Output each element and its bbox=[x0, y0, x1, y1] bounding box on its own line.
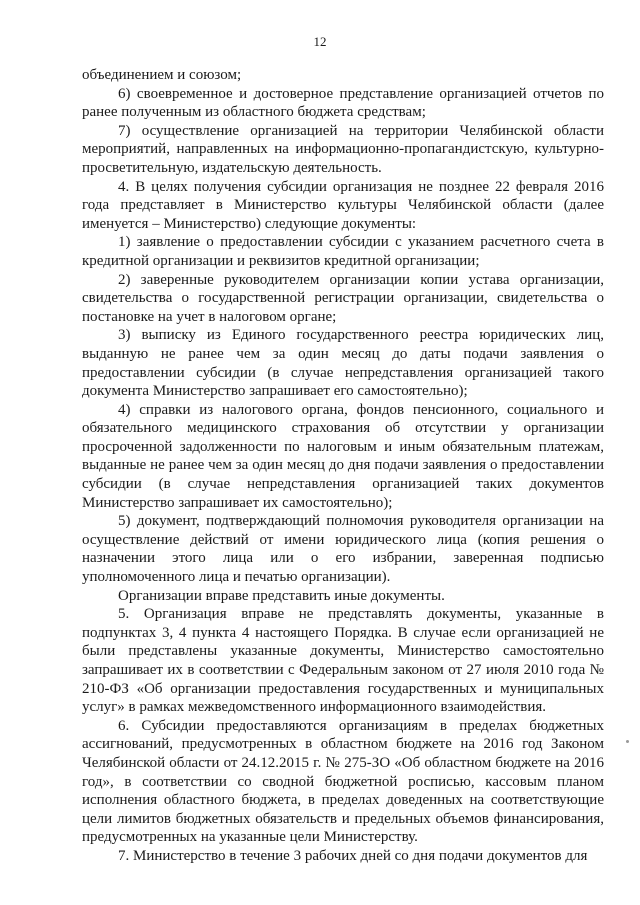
paragraph: 5. Организация вправе не представлять документы, указанные в подпунктах 3, 4 пункта 4 настоящего Порядка. В случае если организацией не были представлены указанные документы, Министерство самостоятельно запрашивает их в соответствии с Федеральным законом от 27 июля 2010 года № 210-ФЗ «Об организации предоставления государственных и муниципальных услуг» в рамках межведомственного информационного взаимодействия. bbox=[82, 606, 604, 716]
paragraph: 1) заявление о предоставлении субсидии с указанием расчетного счета в кредитной организации и реквизитов кредитной организации; bbox=[82, 234, 604, 269]
document-body bbox=[82, 66, 604, 866]
paragraph: 2) заверенные руководителем организации копии устава организации, свидетельства о государственной регистрации организации, свидетельства о постановке на учет в налоговом органе; bbox=[82, 271, 604, 325]
paragraph: объединением и союзом; bbox=[82, 67, 242, 83]
paragraph: 7) осуществление организацией на территории Челябинской области мероприятий, направленных на информационно-пропагандистскую, культурно-просветительную, издательскую деятельность. bbox=[82, 122, 604, 176]
page-number: 12 bbox=[313, 34, 327, 49]
paragraph: 3) выписку из Единого государственного реестра юридических лиц, выданную не ранее чем за один месяц до даты подачи заявления о предоставлении субсидии (в случае непредставления организацией такого документа Министерство запрашивает его самостоятельно); bbox=[82, 327, 604, 400]
scan-speck bbox=[626, 740, 629, 743]
paragraph: 7. Министерство в течение 3 рабочих дней со дня подачи документов для bbox=[118, 847, 588, 864]
paragraph: 4) справки из налогового органа, фондов пенсионного, социального и обязательного медицинского страхования об отсутствии у организации просроченной задолженности по налоговым и иным обязательным платежам, выданные не ранее чем за один месяц до дня подачи заявления о предоставлении субсидии (в случае непредставления организацией таких документов Министерство запрашивает их самостоятельно); bbox=[82, 401, 604, 511]
paragraph: 4. В целях получения субсидии организация не позднее 22 февраля 2016 года представляет в Министерство культуры Челябинской области (далее именуется – Министерство) следующие документы: bbox=[82, 178, 604, 232]
paragraph: 6. Субсидии предоставляются организациям в пределах бюджетных ассигнований, предусмотренных в областном бюджете на 2016 год Законом Челябинской области от 24.12.2015 г. № 275-ЗО «Об областном бюджете на 2016 год», в соответствии со сводной бюджетной росписью, кассовым планом исполнения областного бюджета, в пределах доведенных на соответствующие цели лимитов бюджетных обязательств и предельных объемов финансирования, предусмотренных на указанные цели Министерству. bbox=[82, 717, 604, 846]
paragraph: 5) документ, подтверждающий полномочия руководителя организации на осуществление действий от имени юридического лица (копия решения о назначении этого лица или о его избрании, заверенная подписью уполномоченного лица и печатью организации). bbox=[82, 513, 604, 586]
paragraph: Организации вправе представить иные документы. bbox=[118, 587, 445, 604]
paragraph: 6) своевременное и достоверное представление организацией отчетов по ранее полученным из областного бюджета средствам; bbox=[82, 85, 604, 121]
